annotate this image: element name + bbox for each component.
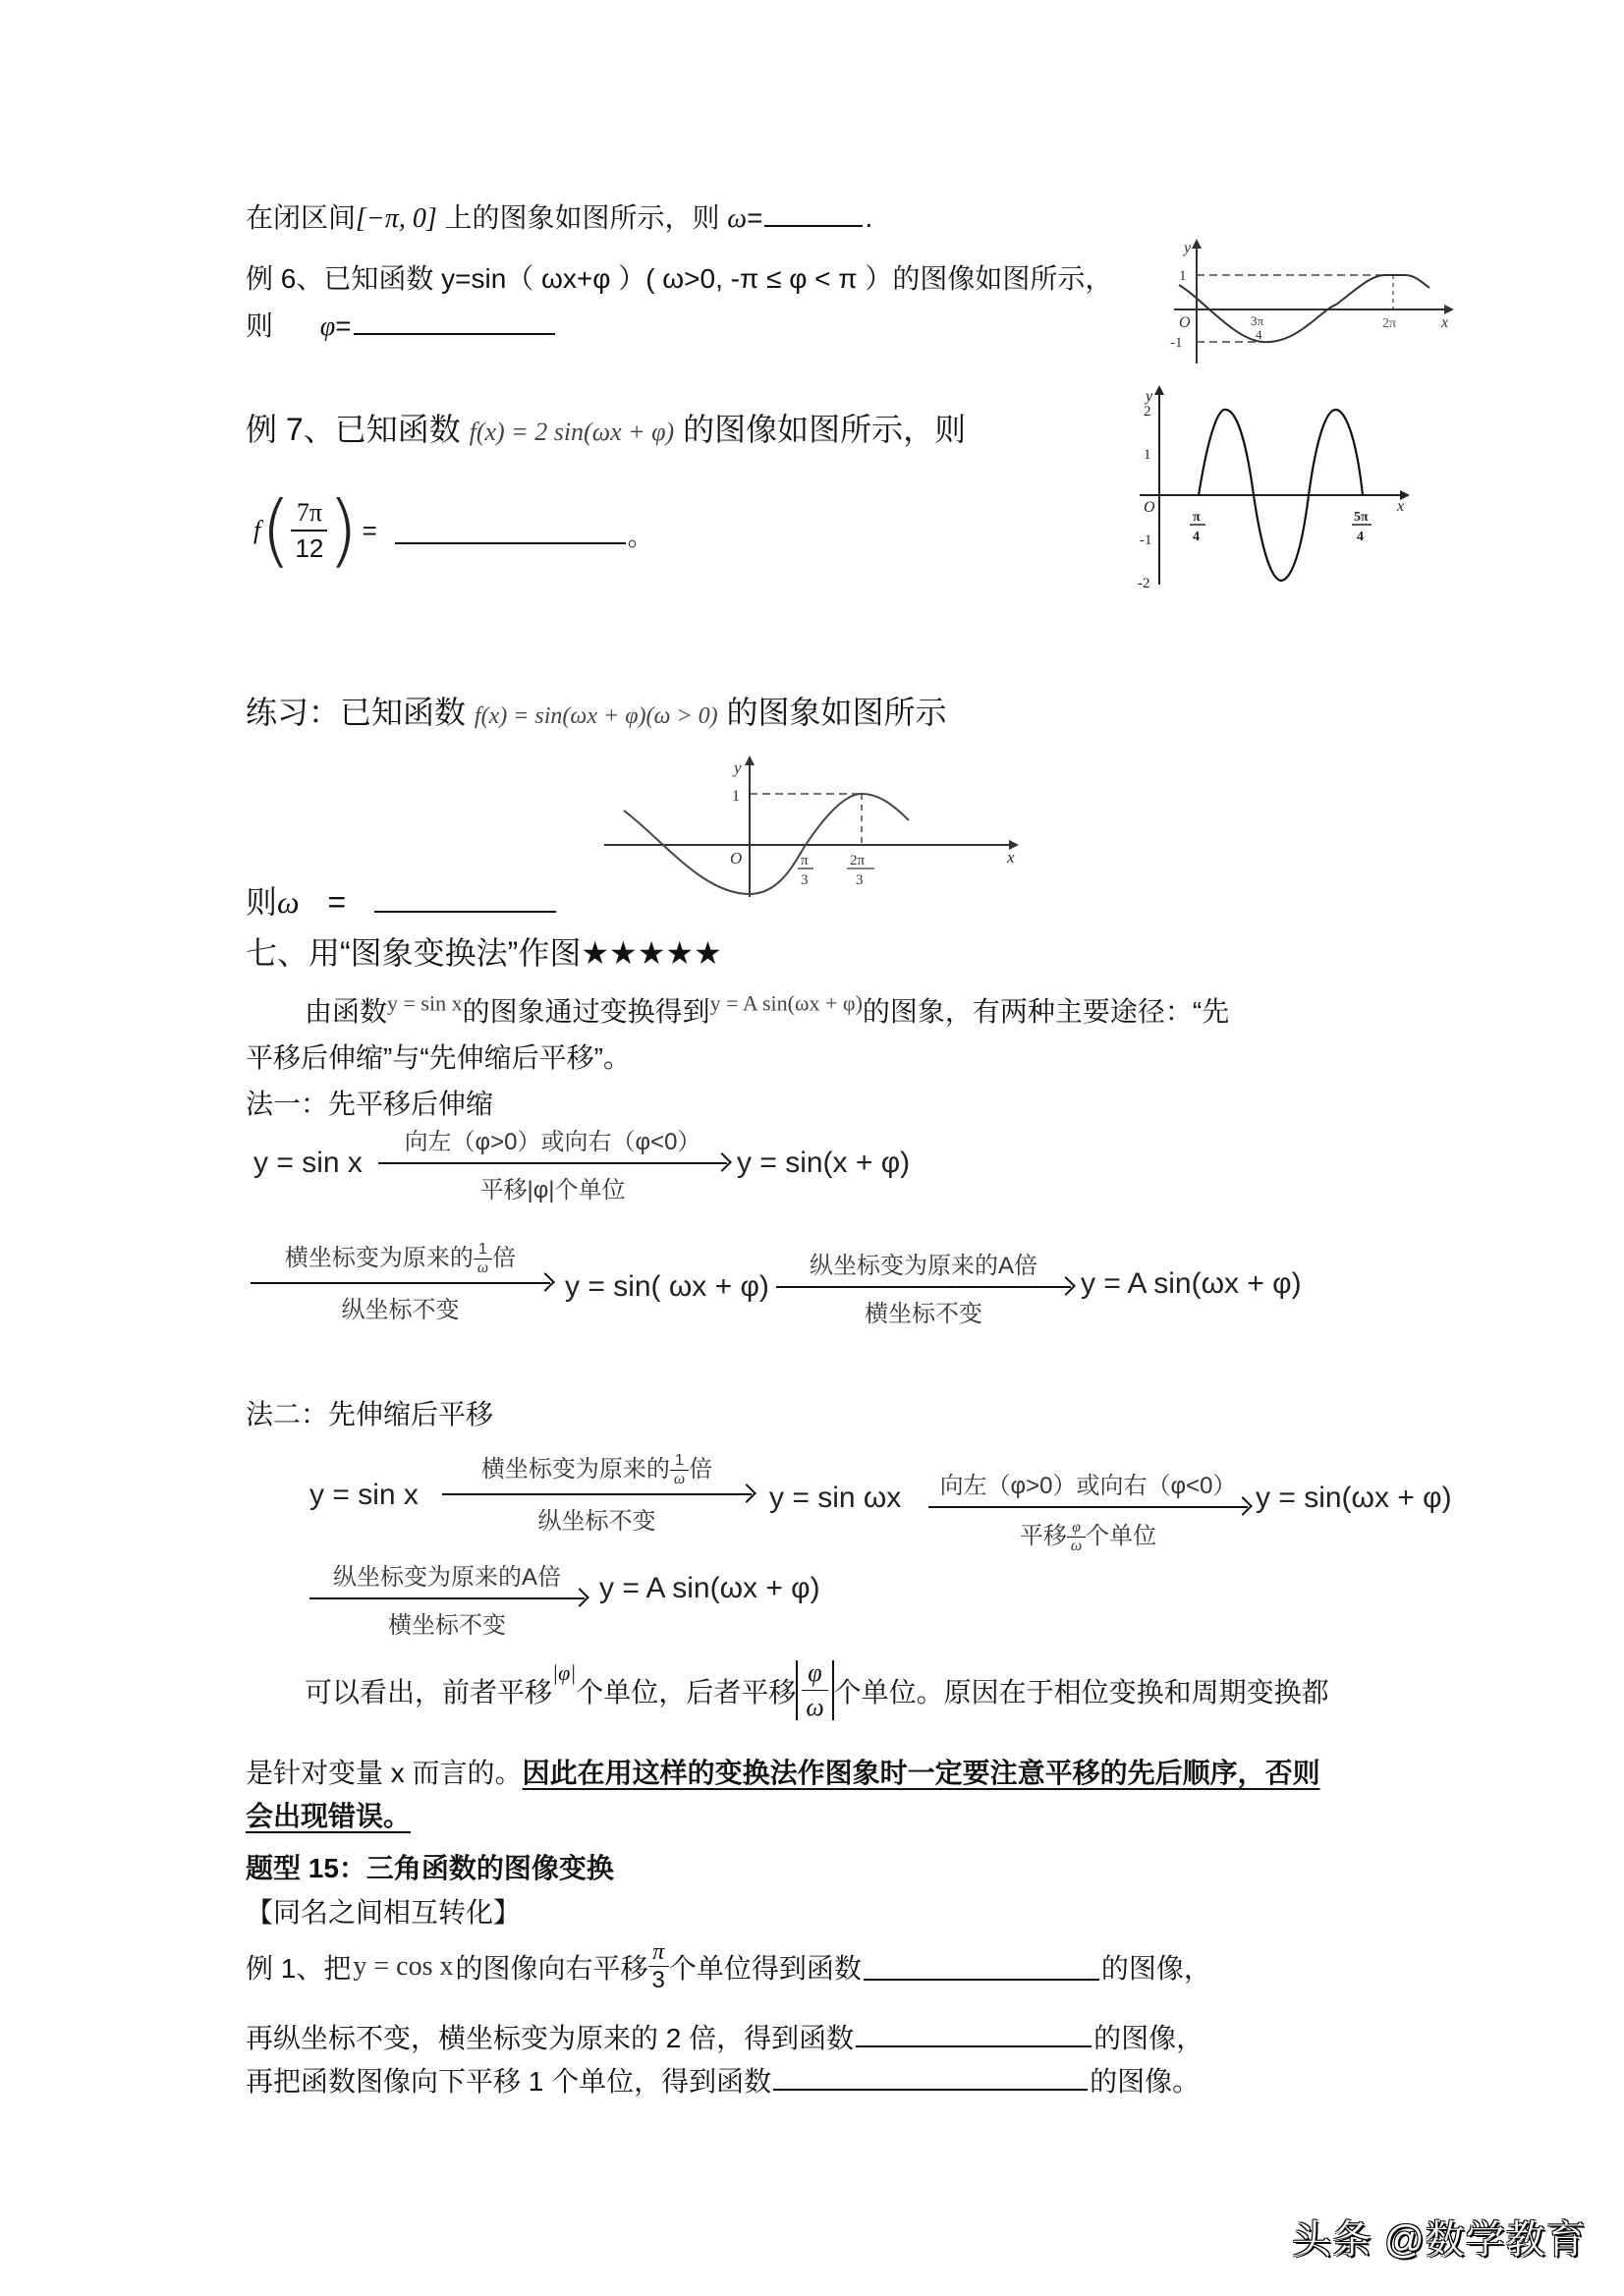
- equals: =: [327, 884, 347, 920]
- example-7-statement: [246, 405, 966, 450]
- denominator: 3: [651, 1967, 665, 1993]
- m1-arrow-3: [776, 1246, 1071, 1328]
- arrow-right-icon: [776, 1286, 1071, 1288]
- answer-blank-2[interactable]: [856, 2042, 1092, 2047]
- tick-2pi-over-3-num: 2π: [850, 853, 866, 868]
- x-axis-label: x: [1441, 314, 1449, 331]
- denominator: ω: [806, 1693, 824, 1721]
- arrow-label-below: 纵坐标不变: [341, 1297, 460, 1324]
- example-7-ask: f ( $\frac{7\pi}{12}$ ) = 。: [253, 484, 653, 576]
- equals: =: [335, 310, 352, 341]
- text: 的图象如图所示: [726, 695, 947, 730]
- x-axis-label: x: [1397, 498, 1405, 515]
- text: 的图像，: [1093, 2023, 1204, 2053]
- numerator: 7π: [296, 498, 322, 527]
- text: 平移: [1019, 1523, 1067, 1549]
- m1-final-result: y = A sin(ωx + φ): [1081, 1267, 1302, 1300]
- omega-symbol: ω: [727, 203, 748, 234]
- arrow-label-below: 横坐标不变: [388, 1612, 506, 1639]
- text: 个单位，后者平移: [576, 1676, 797, 1708]
- fraction-7pi-over-12: [291, 500, 327, 561]
- example-6-ask: [246, 305, 557, 344]
- tick-pi-over-4-den: 4: [1193, 530, 1200, 544]
- answer-blank[interactable]: [374, 907, 556, 913]
- equals: =: [747, 202, 763, 233]
- denominator: ω: [1070, 1538, 1083, 1555]
- denominator: ω: [476, 1260, 489, 1277]
- type-15-line-3: [246, 2060, 1200, 2100]
- text: 的图像，: [1100, 1952, 1211, 1984]
- tick-y-2: 2: [1144, 404, 1151, 420]
- text: 是针对变量 x 而言的。: [246, 1758, 523, 1788]
- text: 则: [246, 884, 278, 920]
- text: 由函数: [305, 996, 388, 1027]
- m2-arrow-2: [928, 1466, 1248, 1554]
- text: 例 7、已知函数: [246, 412, 461, 447]
- tick-pi-over-3-num: π: [801, 853, 809, 868]
- answer-blank[interactable]: [764, 221, 863, 227]
- text: 倍: [492, 1245, 517, 1271]
- type-15-example-1: [246, 1940, 1211, 1992]
- numerator: 1: [478, 1241, 487, 1259]
- practice-statement: [246, 688, 947, 733]
- conclusion-line2: [246, 1752, 1320, 1791]
- tick-1: 1: [1179, 268, 1187, 284]
- conclusion-line1: [305, 1660, 1329, 1720]
- arrow-label-below: 平移|φ|个单位: [479, 1177, 626, 1204]
- text: 的图像向右平移: [455, 1952, 648, 1984]
- numerator: φ: [808, 1658, 822, 1687]
- arrow-label-below: [928, 1516, 1248, 1554]
- practice-graph: [604, 752, 1027, 899]
- tick-5pi-over-4-den: 4: [1357, 530, 1364, 544]
- numerator: φ: [1072, 1519, 1081, 1537]
- m2-from-formula: y = sin x: [309, 1479, 419, 1511]
- arrow-right-icon: [442, 1493, 752, 1495]
- tick-2pi-over-3-den: 3: [856, 872, 864, 888]
- equals: =: [362, 515, 377, 545]
- y-axis-label: y: [734, 758, 742, 777]
- origin-label: O: [1144, 499, 1155, 516]
- arrow-label-below: 横坐标不变: [865, 1301, 982, 1327]
- formula-Asin: y = A sin(ωx + φ): [709, 990, 863, 1016]
- text: 横坐标变为原来的: [480, 1456, 670, 1483]
- answer-blank-1[interactable]: [864, 1975, 1099, 1981]
- period: 。: [627, 521, 653, 551]
- tick-y-neg1: -1: [1140, 532, 1152, 548]
- type-15-subtitle: 【同名之间相互转化】: [246, 1897, 522, 1928]
- abs-phi-over-omega: [796, 1660, 833, 1720]
- section-7-intro: [305, 990, 1229, 1030]
- interval: [−π, 0]: [356, 203, 437, 234]
- text: 倍: [689, 1456, 713, 1483]
- example-7-graph: [1130, 383, 1425, 589]
- numerator: 1: [675, 1452, 684, 1470]
- text: 个单位得到函数: [668, 1952, 862, 1984]
- arrow-label-above: 向左（φ>0）或向右（φ<0）: [404, 1129, 701, 1155]
- method-1-title: 法一：先平移后伸缩: [246, 1089, 494, 1119]
- arrow-label-above: [251, 1238, 550, 1276]
- phi-symbol: φ: [319, 311, 336, 342]
- m2-step2-result: y = sin(ωx + φ): [1256, 1482, 1452, 1514]
- question-line-omega: [246, 196, 872, 236]
- text: 在闭区间: [246, 202, 357, 233]
- text: 再把函数图像向下平移 1 个单位，得到函数: [246, 2066, 772, 2097]
- text: 的图像如图所示，则: [683, 412, 967, 447]
- example-6-statement: 例 6、已知函数 y=sin（ ωx+φ ）( ω>0, -π ≤ φ < π ）的图像如图所示，: [246, 263, 1113, 294]
- tick-pi-over-3-den: 3: [801, 872, 809, 888]
- m1-step1-result: y = sin(x + φ): [737, 1147, 911, 1179]
- m1-from-formula: y = sin x: [253, 1147, 363, 1179]
- m1-arrow-1: [378, 1122, 727, 1204]
- m1-arrow-2: [251, 1238, 550, 1324]
- section-7-intro-line2: 平移后伸缩”与“先伸缩后平移”。: [246, 1042, 631, 1073]
- section-7-title: [246, 928, 722, 974]
- type-15-title: 题型 15：三角函数的图像变换: [246, 1853, 614, 1883]
- conclusion-line3: 会出现错误。: [246, 1801, 412, 1831]
- answer-blank[interactable]: [395, 538, 626, 544]
- type-15-line-2: [246, 2017, 1204, 2056]
- formula-sinx: y = sin x: [387, 990, 463, 1016]
- arrow-label-below: 纵坐标不变: [537, 1508, 656, 1536]
- text: 上的图象如图所示，则: [436, 202, 720, 233]
- arrow-label-above: 纵坐标变为原来的A倍: [332, 1564, 561, 1591]
- function-formula: f(x) = sin(ωx + φ)(ω > 0): [474, 703, 718, 729]
- m2-step1-result: y = sin ωx: [769, 1482, 902, 1514]
- text: 可以看出，前者平移: [305, 1676, 553, 1708]
- tick-neg1: -1: [1170, 335, 1183, 351]
- denominator: ω: [673, 1471, 686, 1488]
- answer-blank-3[interactable]: [773, 2085, 1088, 2091]
- origin-label: O: [730, 849, 743, 868]
- arrow-right-icon: [309, 1597, 585, 1599]
- m2-arrow-1: [442, 1449, 752, 1536]
- text: 的图象通过变换得到: [462, 996, 710, 1027]
- tick-3pi-over-4-num: 3π: [1251, 313, 1264, 328]
- origin-label: O: [1179, 314, 1191, 331]
- f-symbol: f: [253, 516, 261, 544]
- star-rating-icon: ★★★★★: [581, 935, 722, 971]
- arrow-right-icon: [251, 1282, 550, 1284]
- text: 个单位: [1086, 1523, 1157, 1549]
- arrow-right-icon: [378, 1162, 727, 1164]
- m1-step2-result: y = sin( ωx + φ): [565, 1270, 769, 1303]
- tick-y-neg2: -2: [1138, 576, 1150, 589]
- arrow-right-icon: [928, 1506, 1248, 1508]
- omega-symbol: ω: [277, 884, 300, 920]
- arrow-label-above: [442, 1449, 752, 1487]
- m2-final-result: y = A sin(ωx + φ): [599, 1572, 820, 1604]
- text: 的图象，有两种主要途径：“先: [862, 996, 1230, 1027]
- y-axis-label: y: [1184, 240, 1192, 256]
- tick-y-1: 1: [1144, 447, 1151, 463]
- text: 的图像。: [1090, 2066, 1201, 2097]
- function-formula: f(x) = 2 sin(ωx + φ): [469, 418, 675, 446]
- example-6-graph: [1164, 231, 1469, 373]
- denominator: 12: [295, 533, 324, 563]
- text: 再纵坐标不变，横坐标变为原来的 2 倍，得到函数: [246, 2023, 855, 2053]
- text: 则: [246, 310, 274, 341]
- text: 例 1、把: [246, 1952, 352, 1984]
- practice-ask: [246, 877, 558, 923]
- y-axis-label: y: [1146, 388, 1153, 405]
- abs-phi: |φ|: [552, 1660, 577, 1685]
- formula-cosx: y = cos x: [353, 1950, 454, 1982]
- text: 七、用“图象变换法”作图: [246, 935, 582, 971]
- tick-2pi: 2π: [1382, 316, 1397, 331]
- emphasis-warning: 因此在用这样的变换法作图象时一定要注意平移的先后顺序，否则: [522, 1758, 1320, 1788]
- method-2-title: 法二：先伸缩后平移: [246, 1399, 494, 1429]
- watermark: 头条 @数学教育: [1292, 2218, 1587, 2262]
- tick-1: 1: [732, 788, 740, 805]
- tick-5pi-over-4-num: 5π: [1354, 510, 1369, 525]
- tick-3pi-over-4-den: 4: [1256, 327, 1262, 342]
- text: 练习：已知函数: [246, 695, 467, 730]
- numerator: π: [652, 1939, 665, 1965]
- answer-blank[interactable]: [354, 329, 555, 335]
- text: 横坐标变为原来的: [284, 1245, 474, 1271]
- tick-pi-over-4-num: π: [1193, 510, 1201, 525]
- m2-arrow-3: [309, 1557, 585, 1640]
- text: 个单位。原因在于相位变换和周期变换都: [833, 1676, 1329, 1708]
- x-axis-label: x: [1007, 848, 1015, 867]
- arrow-label-above: 纵坐标变为原来的A倍: [809, 1253, 1037, 1279]
- period: .: [865, 202, 873, 233]
- arrow-label-above: 向左（φ>0）或向右（φ<0）: [939, 1473, 1237, 1499]
